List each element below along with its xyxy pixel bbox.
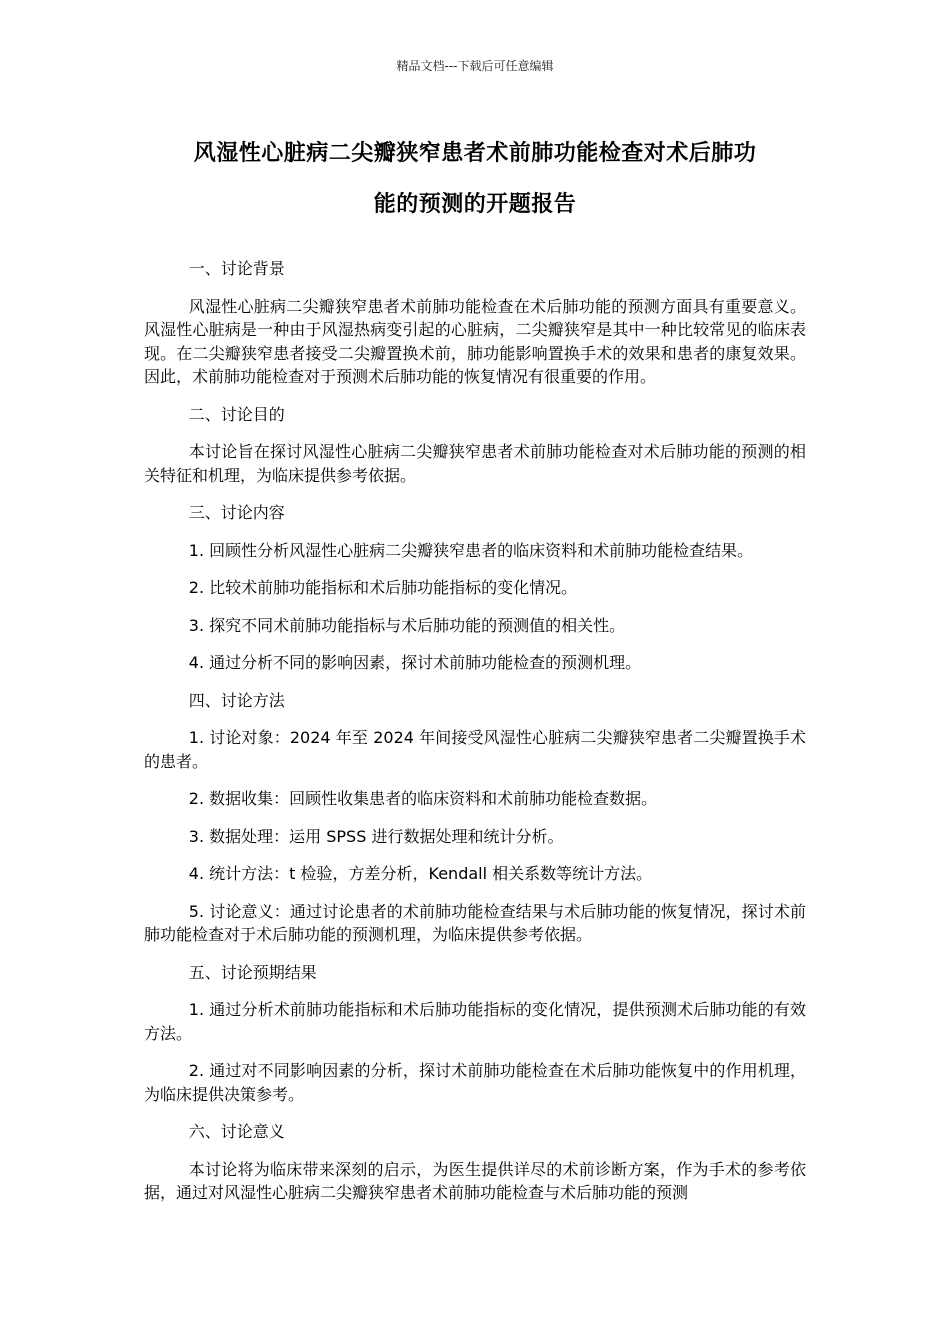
list-item-results-1: 1. 通过分析术前肺功能指标和术后肺功能指标的变化情况，提供预测术后肺功能的有效方法。	[144, 1000, 806, 1043]
paragraph-background: 风湿性心脏病二尖瓣狭窄患者术前肺功能检查在术后肺功能的预测方面具有重要意义。风湿性心脏病是一种由于风湿热病变引起的心脏病，二尖瓣狭窄是其中一种比较常见的临床表现。在二尖瓣狭窄患者接受二尖瓣置换术前，肺功能影响置换手术的效果和患者的康复效果。因此，术前肺功能检查对于预测术后肺功能的恢复情况有很重要的作用。	[144, 296, 806, 386]
section-heading-content: 三、讨论内容	[188, 503, 285, 522]
list-item-content-2: 2. 比较术前肺功能指标和术后肺功能指标的变化情况。	[188, 578, 578, 597]
list-item-content-4: 4. 通过分析不同的影响因素，探讨术前肺功能检查的预测机理。	[188, 653, 642, 672]
section-heading-expected-results: 五、讨论预期结果	[188, 962, 317, 982]
section-heading-background: 一、讨论背景	[188, 259, 285, 278]
list-item-method-4: 4. 统计方法：t 检验，方差分析，Kendall 相关系数等统计方法。	[188, 864, 653, 883]
list-item-content-1: 1. 回顾性分析风湿性心脏病二尖瓣狭窄患者的临床资料和术前肺功能检查结果。	[188, 540, 754, 560]
document-title	[140, 128, 810, 230]
list-item-method-5: 5. 讨论意义：通过讨论患者的术前肺功能检查结果与术后肺功能的恢复情况，探讨术前肺功能检查对于术后肺功能的预测机理，为临床提供参考依据。	[144, 901, 806, 944]
page-header: 精品文档---下载后可任意编辑	[396, 59, 554, 73]
title-line-1: 风湿性心脏病二尖瓣狭窄患者术前肺功能检查对术后肺功	[193, 141, 757, 166]
document-body	[144, 257, 806, 1219]
section-heading-method: 四、讨论方法	[188, 690, 285, 710]
list-item-method-2: 2. 数据收集：回顾性收集患者的临床资料和术前肺功能检查数据。	[188, 789, 658, 808]
list-item-method-1: 1. 讨论对象：2024 年至 2024 年间接受风湿性心脏病二尖瓣狭窄患者二尖瓣置换手术的患者。	[144, 728, 806, 771]
paragraph-purpose: 本讨论旨在探讨风湿性心脏病二尖瓣狭窄患者术前肺功能检查对术后肺功能的预测的相关特征和机理，为临床提供参考依据。	[144, 442, 806, 485]
list-item-results-2: 2. 通过对不同影响因素的分析，探讨术前肺功能检查在术后肺功能恢复中的作用机理，为临床提供决策参考。	[144, 1061, 806, 1104]
section-heading-significance: 六、讨论意义	[188, 1122, 285, 1141]
paragraph-significance: 本讨论将为临床带来深刻的启示，为医生提供详尽的术前诊断方案，作为手术的参考依据，通过对风湿性心脏病二尖瓣狭窄患者术前肺功能检查与术后肺功能的预测	[144, 1159, 806, 1202]
list-item-method-3: 3. 数据处理：运用 SPSS 进行数据处理和统计分析。	[188, 826, 564, 846]
list-item-content-3: 3. 探究不同术前肺功能指标与术后肺功能的预测值的相关性。	[188, 615, 626, 635]
title-line-2: 能的预测的开题报告	[373, 192, 577, 217]
section-heading-purpose: 二、讨论目的	[188, 404, 285, 424]
